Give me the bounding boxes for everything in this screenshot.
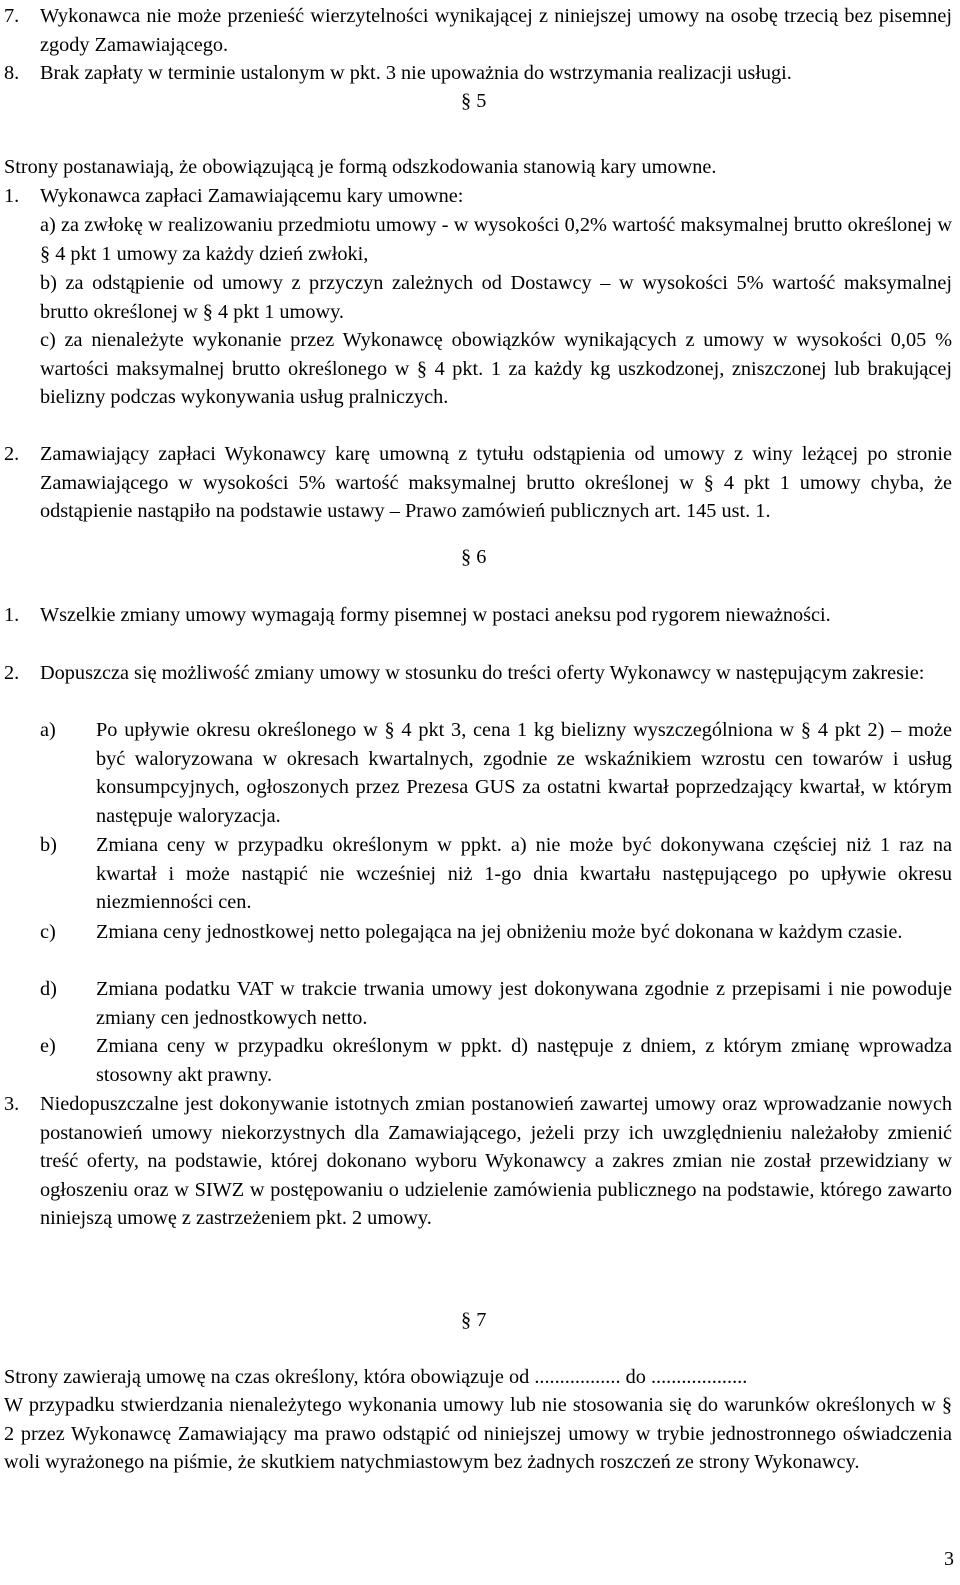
- item-number: 3.: [4, 1093, 20, 1115]
- clause-7: Wykonawca nie może przenieść wierzytelności wynikającej z niniejszej umowy na osobę trzecią bez pisemnej zgody Zamawiającego.: [40, 5, 952, 56]
- section-6-point-2: Dopuszcza się możliwość zmiany umowy w stosunku do treści oferty Wykonawcy w następującym zakresie:: [40, 662, 925, 684]
- section-6-point-2a: Po upływie okresu określonego w § 4 pkt 3, cena 1 kg bielizny wyszczególniona w § 4 pkt 2) – może być waloryzowana w okresach kwartalnych, zgodnie ze wskaźnikiem wzrostu cen towarów i usług konsumpcyjnych, ogłoszonych przez Prezesa GUS za ostatni kwartał poprzedzający kwartał, w którym następuje waloryzacja.: [96, 719, 952, 827]
- item-letter: d): [40, 978, 57, 1000]
- section-5-point-1a: a) za zwłokę w realizowaniu przedmiotu umowy - w wysokości 0,2% wartość maksymalnej brutto określonej w § 4 pkt 1 umowy za każdy dzień zwłoki,: [40, 214, 952, 265]
- section-5-point-1c: c) za nienależyte wykonanie przez Wykonawcę obowiązków wynikających z umowy w wysokości 0,05 % wartości maksymalnej brutto określonego w § 4 pkt. 1 za każdy kg uszkodzonej, zniszczonej lub brakującej bielizny podczas wykonywania usług pralniczych.: [40, 329, 952, 408]
- item-number: 2.: [4, 662, 20, 684]
- section-6-point-1: Wszelkie zmiany umowy wymagają formy pisemnej w postaci aneksu pod rygorem nieważności.: [40, 604, 831, 626]
- item-letter: c): [40, 921, 56, 943]
- item-number: 1.: [4, 604, 20, 626]
- item-letter: b): [40, 834, 57, 856]
- section-5-heading: § 5: [461, 90, 487, 112]
- section-7-heading: § 7: [461, 1309, 487, 1331]
- section-5-point-2: Zamawiający zapłaci Wykonawcy karę umowną z tytułu odstąpienia od umowy z winy leżącej po stronie Zamawiającego w wysokości 5% wartość maksymalnej brutto określonej w § 4 pkt 1 umowy chyba, że odstąpienie nastąpiło na podstawie ustawy – Prawo zamówień publicznych art. 145 ust. 1.: [40, 443, 952, 522]
- item-letter: e): [40, 1035, 56, 1057]
- item-number: 7.: [4, 5, 20, 27]
- clause-8: Brak zapłaty w terminie ustalonym w pkt. 3 nie upoważnia do wstrzymania realizacji usługi.: [40, 62, 792, 84]
- section-6-point-2c: Zmiana ceny jednostkowej netto polegająca na jej obniżeniu może być dokonana w każdym czasie.: [96, 921, 903, 943]
- section-5-intro: Strony postanawiają, że obowiązującą je formą odszkodowania stanowią kary umowne.: [4, 156, 717, 178]
- item-number: 1.: [4, 185, 20, 207]
- section-5-point-1b: b) za odstąpienie od umowy z przyczyn zależnych od Dostawcy – w wysokości 5% wartość maksymalnej brutto określonej w § 4 pkt 1 umowy.: [40, 272, 952, 323]
- section-7-withdrawal: W przypadku stwierdzania nienależytego wykonania umowy lub nie stosowania się do warunków określonych w § 2 przez Wykonawcę Zamawiający ma prawo odstąpić od niniejszej umowy w trybie jednostronnego oświadczenia woli wyrażonego na piśmie, że skutkiem natychmiastowym bez żadnych roszczeń ze strony Wykonawcy.: [4, 1394, 952, 1473]
- section-6-point-2d: Zmiana podatku VAT w trakcie trwania umowy jest dokonywana zgodnie z przepisami i nie powoduje zmiany cen jednostkowych netto.: [96, 978, 952, 1029]
- section-7-term: Strony zawierają umowę na czas określony, która obowiązuje od ................. do ...................: [4, 1366, 748, 1388]
- page-number: 3: [944, 1548, 954, 1570]
- item-letter: a): [40, 719, 56, 741]
- section-6-point-3: Niedopuszczalne jest dokonywanie istotnych zmian postanowień zawartej umowy oraz wprowadzanie nowych postanowień umowy niekorzystnych dla Zamawiającego, jeżeli przy ich uwzględnieniu należałoby zmienić treść oferty, na podstawie, której dokonano wyboru Wykonawcy a zakres zmian nie został przewidziany w ogłoszeniu oraz w SIWZ w postępowaniu o udzielenie zamówienia publicznego na podstawie, którego zawarto niniejszą umowę z zastrzeżeniem pkt. 2 umowy.: [40, 1093, 952, 1229]
- item-number: 8.: [4, 62, 20, 84]
- section-6-point-2b: Zmiana ceny w przypadku określonym w ppkt. a) nie może być dokonywana częściej niż 1 raz na kwartał i może nastąpić nie wcześniej niż 1-go dnia kwartału następującego po upływie okresu niezmienności cen.: [96, 834, 952, 913]
- item-number: 2.: [4, 443, 20, 465]
- section-6-point-2e: Zmiana ceny w przypadku określonym w ppkt. d) następuje z dniem, z którym zmianę wprowadza stosowny akt prawny.: [96, 1035, 952, 1086]
- section-6-heading: § 6: [461, 546, 487, 568]
- section-5-point-1: Wykonawca zapłaci Zamawiającemu kary umowne:: [40, 185, 464, 207]
